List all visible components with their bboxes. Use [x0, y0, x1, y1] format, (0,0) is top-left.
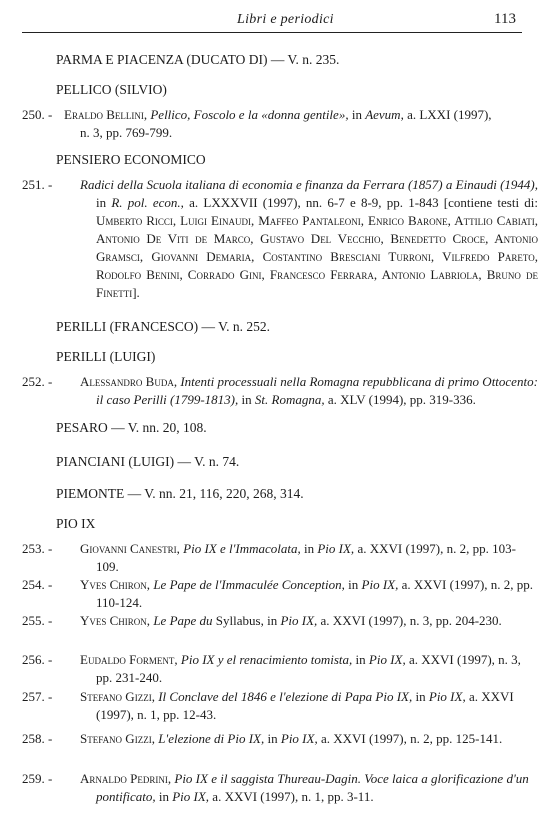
- entry-title: Radici della Scuola italiana di economia e finanza da Ferrara (1857) a Einaudi (1944),: [80, 177, 538, 192]
- entry-in: in: [351, 107, 362, 122]
- page-number: 113: [494, 11, 516, 27]
- entry-number: 257. -: [22, 689, 53, 704]
- entry-in: in: [96, 195, 107, 210]
- entry-title: Il Conclave del 1846 e l'elezione di Papa Pio IX,: [158, 689, 413, 704]
- entry-author: Giovanni Canestri,: [80, 541, 180, 556]
- entry-journal: Pio IX,: [317, 541, 355, 556]
- entry-details: a. XXVI (1997), n. 3, pp. 231-240.: [96, 652, 521, 685]
- entry-details: a. XXVI (1997), n. 3, pp. 204-230.: [320, 613, 502, 628]
- entry-title: Le Pape de l'Immaculée Conception,: [153, 577, 345, 592]
- entry-number: 251. -: [22, 177, 53, 192]
- heading-pesaro: PESARO — V. nn. 20, 108.: [56, 420, 207, 435]
- entry-author: Stefano Gizzi,: [80, 689, 155, 704]
- heading-perilli-luigi: PERILLI (LUIGI): [56, 349, 156, 364]
- entry-in: in: [355, 652, 366, 667]
- entry-number: 253. -: [22, 541, 53, 556]
- entry-title: Intenti processuali nella Romagna repubblicana di primo Ottocento: il caso Perilli (1799-1813),: [96, 374, 538, 407]
- entry-in: in: [267, 613, 278, 628]
- heading-pensiero: PENSIERO ECONOMICO: [56, 152, 206, 167]
- entry-journal: Pio IX,: [280, 731, 318, 746]
- entry-in: in: [241, 392, 252, 407]
- entry-author: Eraldo Bellini,: [64, 107, 148, 122]
- entry-title: Le Pape du: [153, 613, 213, 628]
- entry-title: L'elezione di Pio IX,: [158, 731, 265, 746]
- entry-details: a. XXVI (1997), n. 1, pp. 3-11.: [212, 789, 374, 804]
- entry-title-roman: Syllabus,: [215, 613, 264, 628]
- entry-journal: Pio IX,: [428, 689, 466, 704]
- heading-perilli-francesco: PERILLI (FRANCESCO) — V. n. 252.: [56, 319, 271, 334]
- entry-author: Yves Chiron,: [80, 577, 151, 592]
- heading-pianciani: PIANCIANI (LUIGI) — V. n. 74.: [56, 454, 240, 469]
- heading-piemonte: PIEMONTE — V. nn. 21, 116, 220, 268, 314.: [56, 486, 304, 501]
- entry-title: Pellico, Foscolo e la «donna gentile»,: [150, 107, 349, 122]
- entry-author: Yves Chiron,: [80, 613, 151, 628]
- entry-details: a. XXVI (1997), n. 2, pp. 103-109.: [96, 541, 516, 574]
- entry-in: in: [267, 731, 278, 746]
- entry-author: Eudaldo Forment,: [80, 652, 178, 667]
- entry-details: a. LXXI (1997),: [407, 107, 492, 122]
- heading-parma: PARMA E PIACENZA (DUCATO DI) — V. n. 235.: [56, 52, 340, 67]
- running-header: [22, 10, 522, 33]
- entry-author: Alessandro Buda,: [80, 374, 178, 389]
- entry-close: ].: [132, 285, 140, 300]
- entry-in: in: [348, 577, 359, 592]
- entry-number: 252. -: [22, 374, 53, 389]
- entry-author: Stefano Gizzi,: [80, 731, 155, 746]
- entry-number: 258. -: [22, 731, 53, 746]
- entry-number: 256. -: [22, 652, 53, 667]
- running-title: Libri e periodici: [237, 12, 334, 27]
- heading-pellico: PELLICO (SILVIO): [56, 82, 167, 97]
- entry-title: Pio IX e l'Immacolata,: [183, 541, 301, 556]
- entry-journal: Pio IX,: [361, 577, 399, 592]
- entry-title: Pio IX e il saggista Thureau-Dagin. Voce laica a glorificazione d'un pontificato,: [96, 771, 529, 804]
- entry-in: in: [415, 689, 426, 704]
- entry-number: 259. -: [22, 771, 53, 786]
- entry-details-line2: n. 3, pp. 769-799.: [80, 125, 173, 140]
- entry-journal: Aevum,: [365, 107, 404, 122]
- entry-journal: Pio IX,: [280, 613, 318, 628]
- entry-number: 250. -: [22, 107, 53, 122]
- entry-title: Pio IX y el renacimiento tomista,: [180, 652, 353, 667]
- heading-pio-ix: PIO IX: [56, 516, 96, 531]
- entry-contributors: Umberto Ricci, Luigi Einaudi, Maffeo Pantaleoni, Enrico Barone, Attilio Cabiati, Antonio De Viti de Marco, Gustavo Del Vecchio, Benedetto Croce, Antonio Gramsci, Giovanni Demaria, Costantino Bresciani Turroni, Vilfredo Pareto, Rodolfo Benini, Corrado Gini, Francesco Ferrara, Antonio Labriola, Bruno de Finetti: [96, 213, 538, 300]
- entry-details: a. XXVI (1997), n. 2, pp. 110-124.: [96, 577, 534, 610]
- entry-journal: Pio IX,: [172, 789, 210, 804]
- entry-details: a. XLV (1994), pp. 319-336.: [327, 392, 476, 407]
- entry-number: 254. -: [22, 577, 53, 592]
- entry-author: Arnaldo Pedrini,: [80, 771, 172, 786]
- entry-number: 255. -: [22, 613, 53, 628]
- entry-journal: St. Romagna,: [254, 392, 325, 407]
- entry-journal: R. pol. econ.,: [111, 195, 184, 210]
- entry-details: a. XXVI (1997), n. 1, pp. 12-43.: [96, 689, 514, 722]
- entry-in: in: [158, 789, 169, 804]
- entry-journal: Pio IX,: [368, 652, 406, 667]
- entry-in: in: [303, 541, 315, 556]
- entry-details: a. XXVI (1997), n. 2, pp. 125-141.: [320, 731, 503, 746]
- entry-details: a. LXXXVII (1997), nn. 6-7 e 8-9, pp. 1-843 [contiene testi di:: [189, 195, 539, 210]
